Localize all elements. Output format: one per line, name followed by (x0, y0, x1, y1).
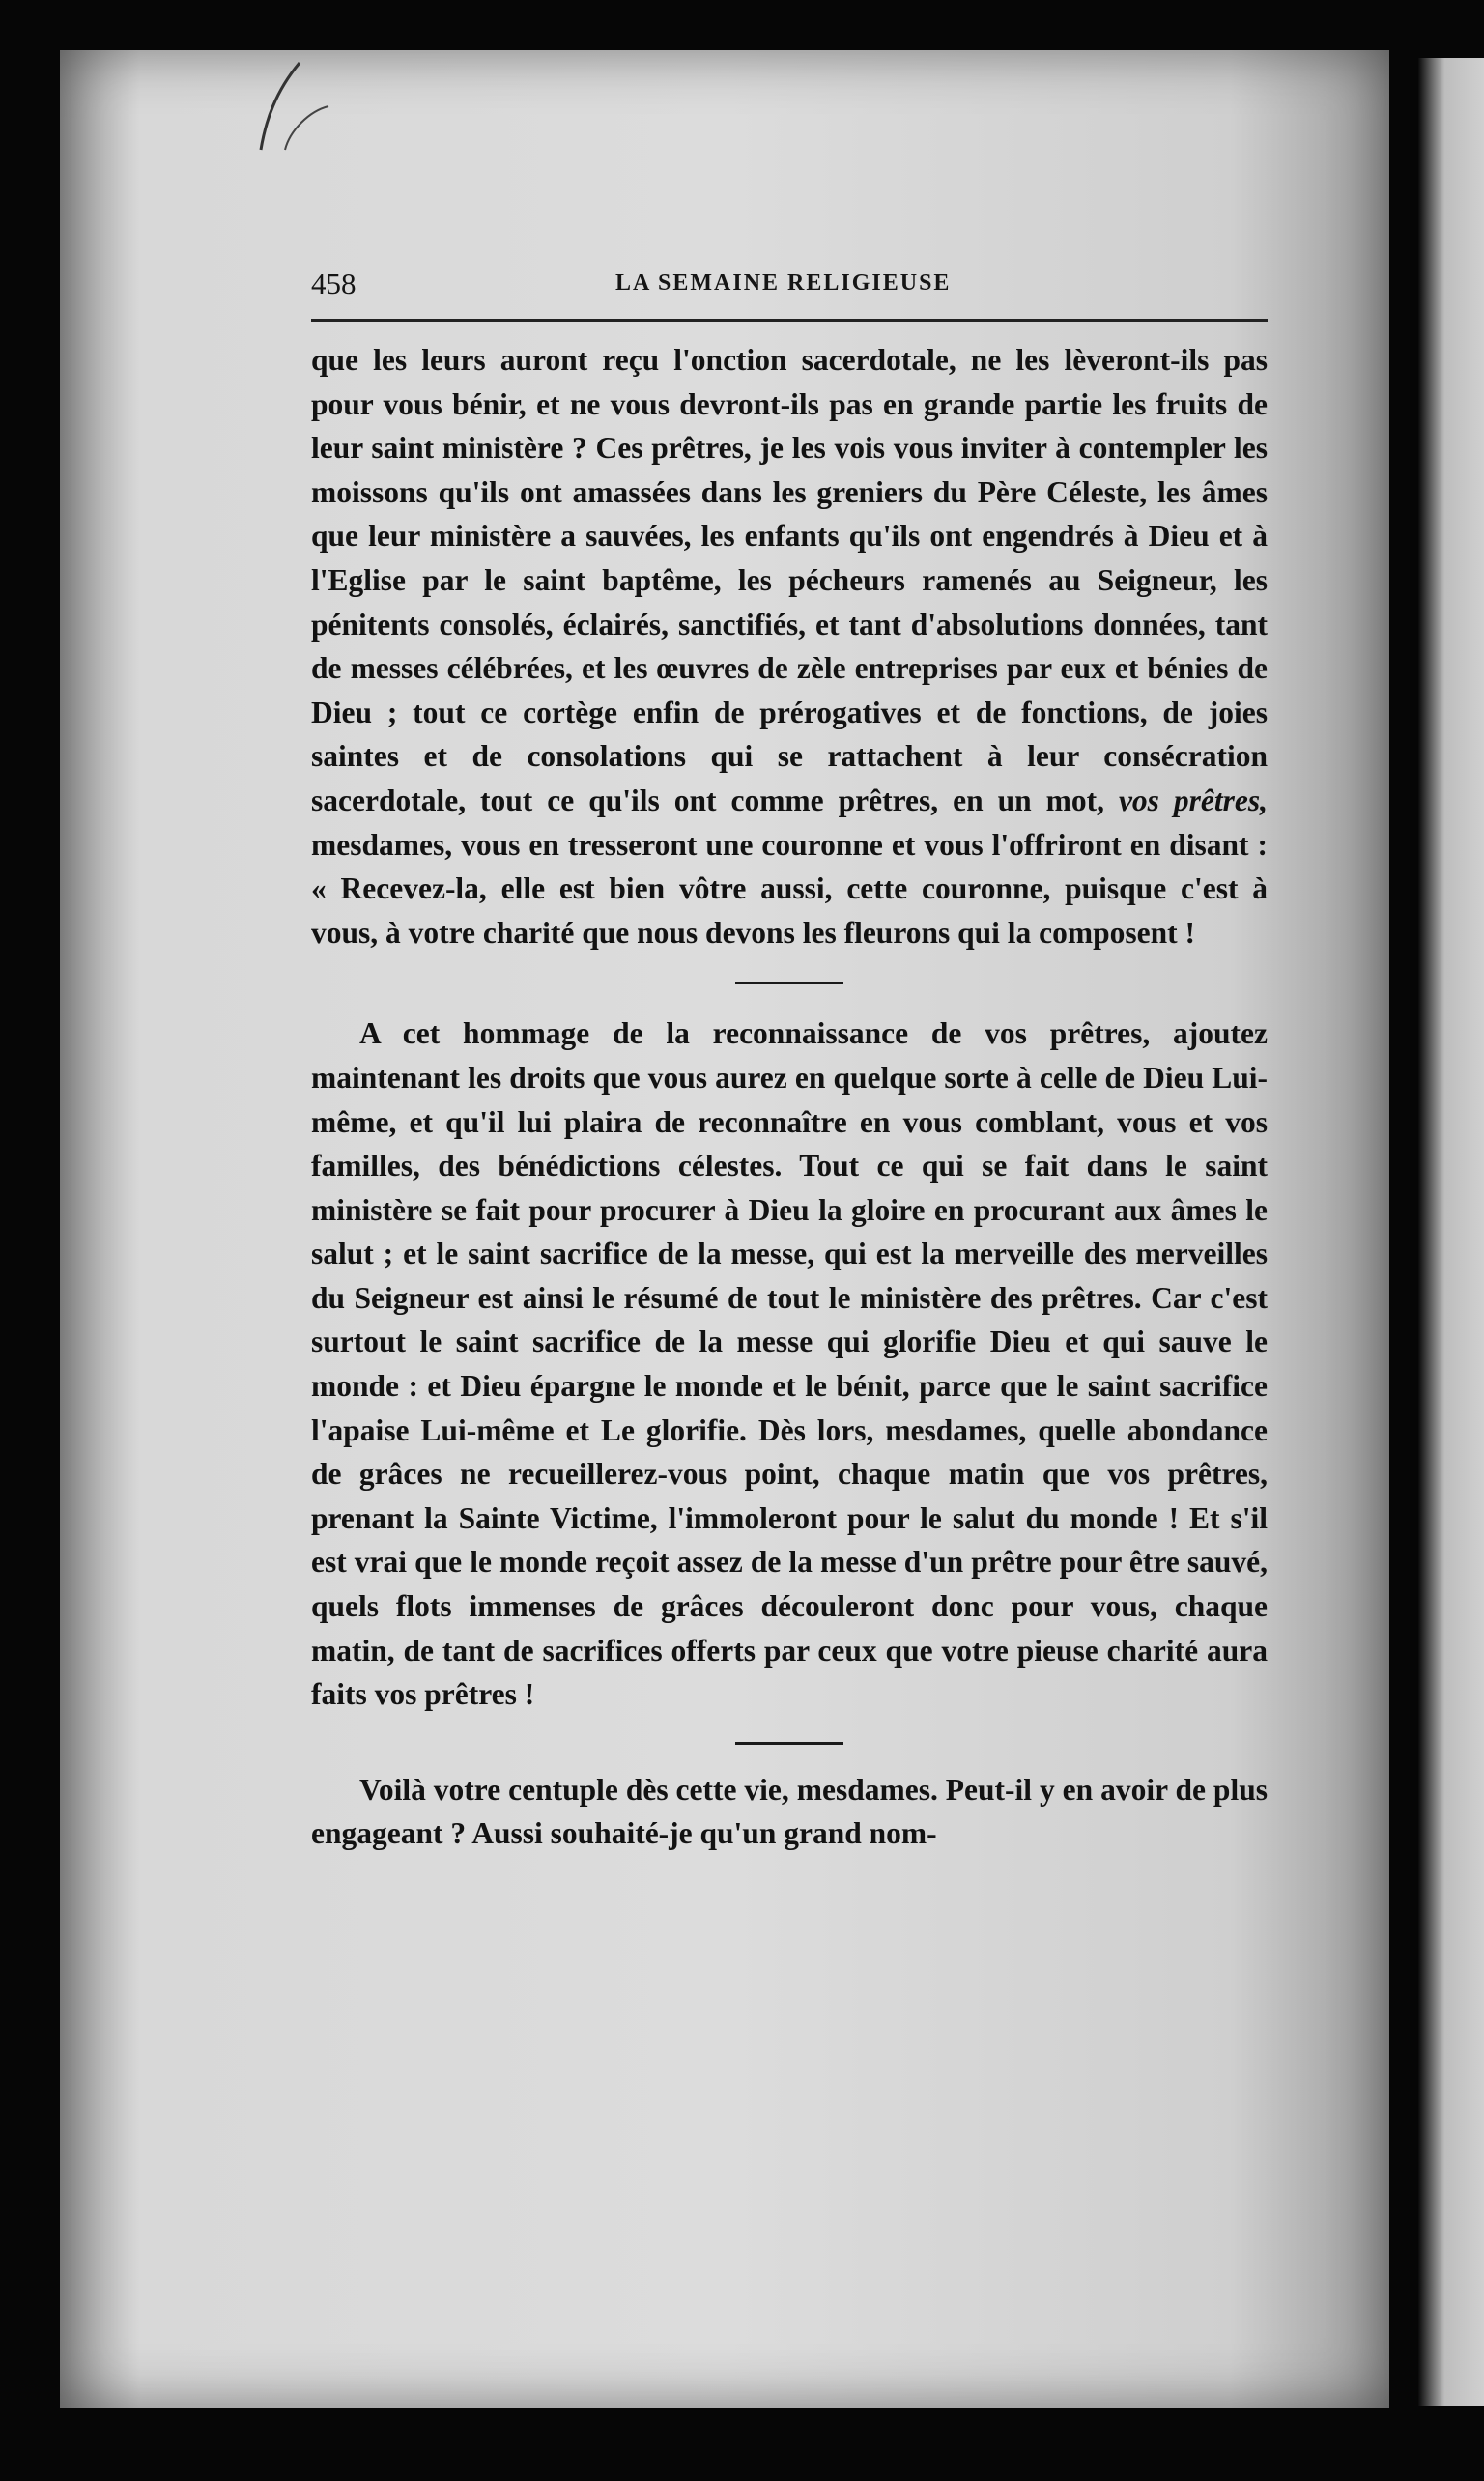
page-header (311, 267, 1268, 305)
paragraph-2: A cet hommage de la reconnaissance de vos prêtres, ajoutez maintenant les droits que vous aurez en quelque sorte à celle de Dieu Lui-même, et qu'il lui plaira de reconnaître en vous comblant, vous et vos familles, des bénédictions célestes. Tout ce qui se fait dans le saint ministère se fait pour procurer à Dieu la gloire en procurant aux âmes le salut ; et le saint sacrifice de la messe, qui est la merveille des merveilles du Seigneur est ainsi le résumé de tout le ministère des prêtres. Car c'est surtout le saint sacrifice de la messe qui glorifie Dieu et qui sauve le monde : et Dieu épargne le monde et le bénit, parce que le saint sacrifice l'apaise Lui-même et Le glorifie. Dès lors, mesdames, quelle abondance de grâces ne recueillerez-vous point, chaque matin que vos prêtres, prenant la Sainte Victime, l'immoleront pour le salut du monde ! Et s'il est vrai que le monde reçoit assez de la messe d'un prêtre pour être sauvé, quels flots immenses de grâces découleront donc pour vous, chaque matin, de tant de sacrifices offerts par ceux que votre pieuse charité aura faits vos prêtres ! (311, 1016, 1268, 1712)
paragraph-1-text: que les leurs auront reçu l'onction sacerdotale, ne les lèveront-ils pas pour vous bénir, et ne vous devront-ils pas en grande partie les fruits de leur saint ministère ? Ces prêtres, je les vois vous inviter à contempler les moissons qu'ils ont amassées dans les greniers du Père Céleste, les âmes que leur ministère a sauvées, les enfants qu'ils ont engendrés à Dieu et à l'Eglise par le saint baptême, les pécheurs ramenés au Seigneur, les pénitents consolés, éclairés, sanctifiés, et tant d'absolutions données, tant de messes célébrées, et les œuvres de zèle entreprises par eux et bénies de Dieu ; tout ce cortège enfin de prérogatives et de fonctions, de joies saintes et de consolations qui se rattachent à leur consécration sacerdotale, tout ce qu'ils ont comme prêtres, en un mot, (311, 343, 1268, 817)
facing-page-edge (1418, 58, 1484, 2406)
italic-phrase: vos prêtres, (1118, 783, 1269, 817)
section-separator (735, 982, 843, 984)
corner-ink-mark (232, 53, 348, 169)
body-text (311, 338, 1268, 1856)
paragraph-3: Voilà votre centuple dès cette vie, mesdames. Peut-il y en avoir de plus engageant ? Aussi souhaité-je qu'un grand nom- (311, 1772, 1268, 1851)
paragraph-1-text-cont: mesdames, vous en tresseront une couronne et vous l'offriront en disant : « Recevez-la, elle est bien vôtre aussi, cette couronne, puisque c'est à vous, à votre charité que nous devons les fleurons qui la composent ! (311, 827, 1268, 950)
paragraph-1 (311, 338, 1268, 955)
header-rule (311, 319, 1268, 322)
running-title: LA SEMAINE RELIGIEUSE (615, 271, 952, 296)
section-separator (735, 1742, 843, 1745)
page-number: 458 (311, 267, 357, 300)
